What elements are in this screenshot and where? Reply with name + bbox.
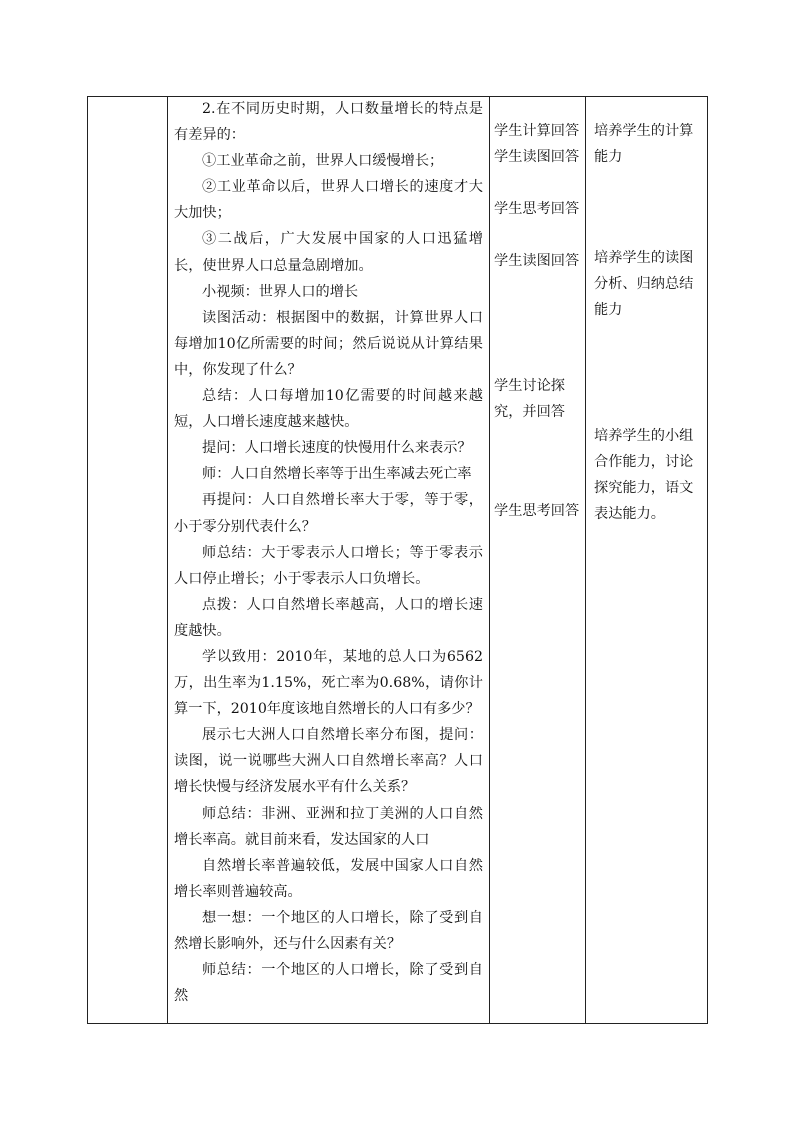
student-activity-text: 学生思考回答 [494, 201, 580, 217]
student-activity-cell [490, 97, 586, 1024]
student-activity-text: 学生计算回答 [494, 123, 580, 139]
paragraph: 2.在不同历史时期，人口数量增长的特点是有差异的： [174, 101, 483, 144]
paragraph: 师：人口自然增长率等于出生率减去死亡率 [202, 466, 472, 483]
design-purpose-text: 培养学生的小组合作能力，讨论探究能力，语文表达能力。 [594, 428, 694, 522]
table-row [88, 97, 708, 1024]
student-activity-text: 学生读图回答 [494, 253, 580, 269]
design-purpose-text: 培养学生的读图分析、归纳总结能力 [594, 250, 694, 318]
paragraph: 总结：人口每增加10亿需要的时间越来越短，人口增长速度越来越快。 [174, 388, 483, 431]
student-activity-text: 学生读图回答 [494, 149, 580, 165]
student-activity-text: 学生讨论探究，并回答 [494, 378, 565, 420]
student-activity-text: 学生思考回答 [494, 503, 580, 519]
paragraph: 读图活动：根据图中的数据，计算世界人口每增加10亿所需要的时间；然后说说从计算结果中，你发现了什么？ [174, 309, 483, 378]
paragraph: 学以致用：2010年，某地的总人口为6562万，出生率为1.15%，死亡率为0.68%，请你计算一下，2010年度该地自然增长的人口有多少？ [174, 648, 483, 718]
paragraph: 小视频：世界人口的增长 [202, 283, 359, 300]
paragraph: 展示七大洲人口自然增长率分布图，提问：读图，说一说哪些大洲人口自然增长率高？人口增长快慢与经济发展水平有什么关系？ [174, 727, 483, 796]
teacher-activity-cell [168, 97, 490, 1024]
stage-cell [88, 97, 168, 1024]
paragraph: 师总结：一个地区的人口增长，除了受到自然 [174, 962, 483, 1005]
paragraph: 提问：人口增长速度的快慢用什么来表示？ [202, 440, 472, 457]
design-purpose-cell [586, 97, 708, 1024]
paragraph: 师总结：非洲、亚洲和拉丁美洲的人口自然增长率高。就目前来看，发达国家的人口 [174, 805, 483, 848]
design-purpose-text: 培养学生的计算能力 [594, 123, 694, 165]
paragraph: ③二战后，广大发展中国家的人口迅猛增长，使世界人口总量急剧增加。 [174, 231, 483, 274]
paragraph: ②工业革命以后，世界人口增长的速度才大大加快； [174, 179, 483, 222]
paragraph: ①工业革命之前，世界人口缓慢增长； [202, 153, 444, 170]
paragraph: 想一想：一个地区的人口增长，除了受到自然增长影响外，还与什么因素有关？ [174, 909, 483, 952]
paragraph: 自然增长率普遍较低，发展中国家人口自然增长率则普遍较高。 [174, 857, 483, 900]
paragraph: 点拨：人口自然增长率越高，人口的增长速度越快。 [174, 596, 483, 639]
lesson-plan-table [87, 96, 708, 1024]
paragraph: 再提问：人口自然增长率大于零，等于零，小于零分别代表什么？ [174, 492, 483, 535]
paragraph: 师总结：大于零表示人口增长；等于零表示人口停止增长；小于零表示人口负增长。 [174, 544, 483, 587]
